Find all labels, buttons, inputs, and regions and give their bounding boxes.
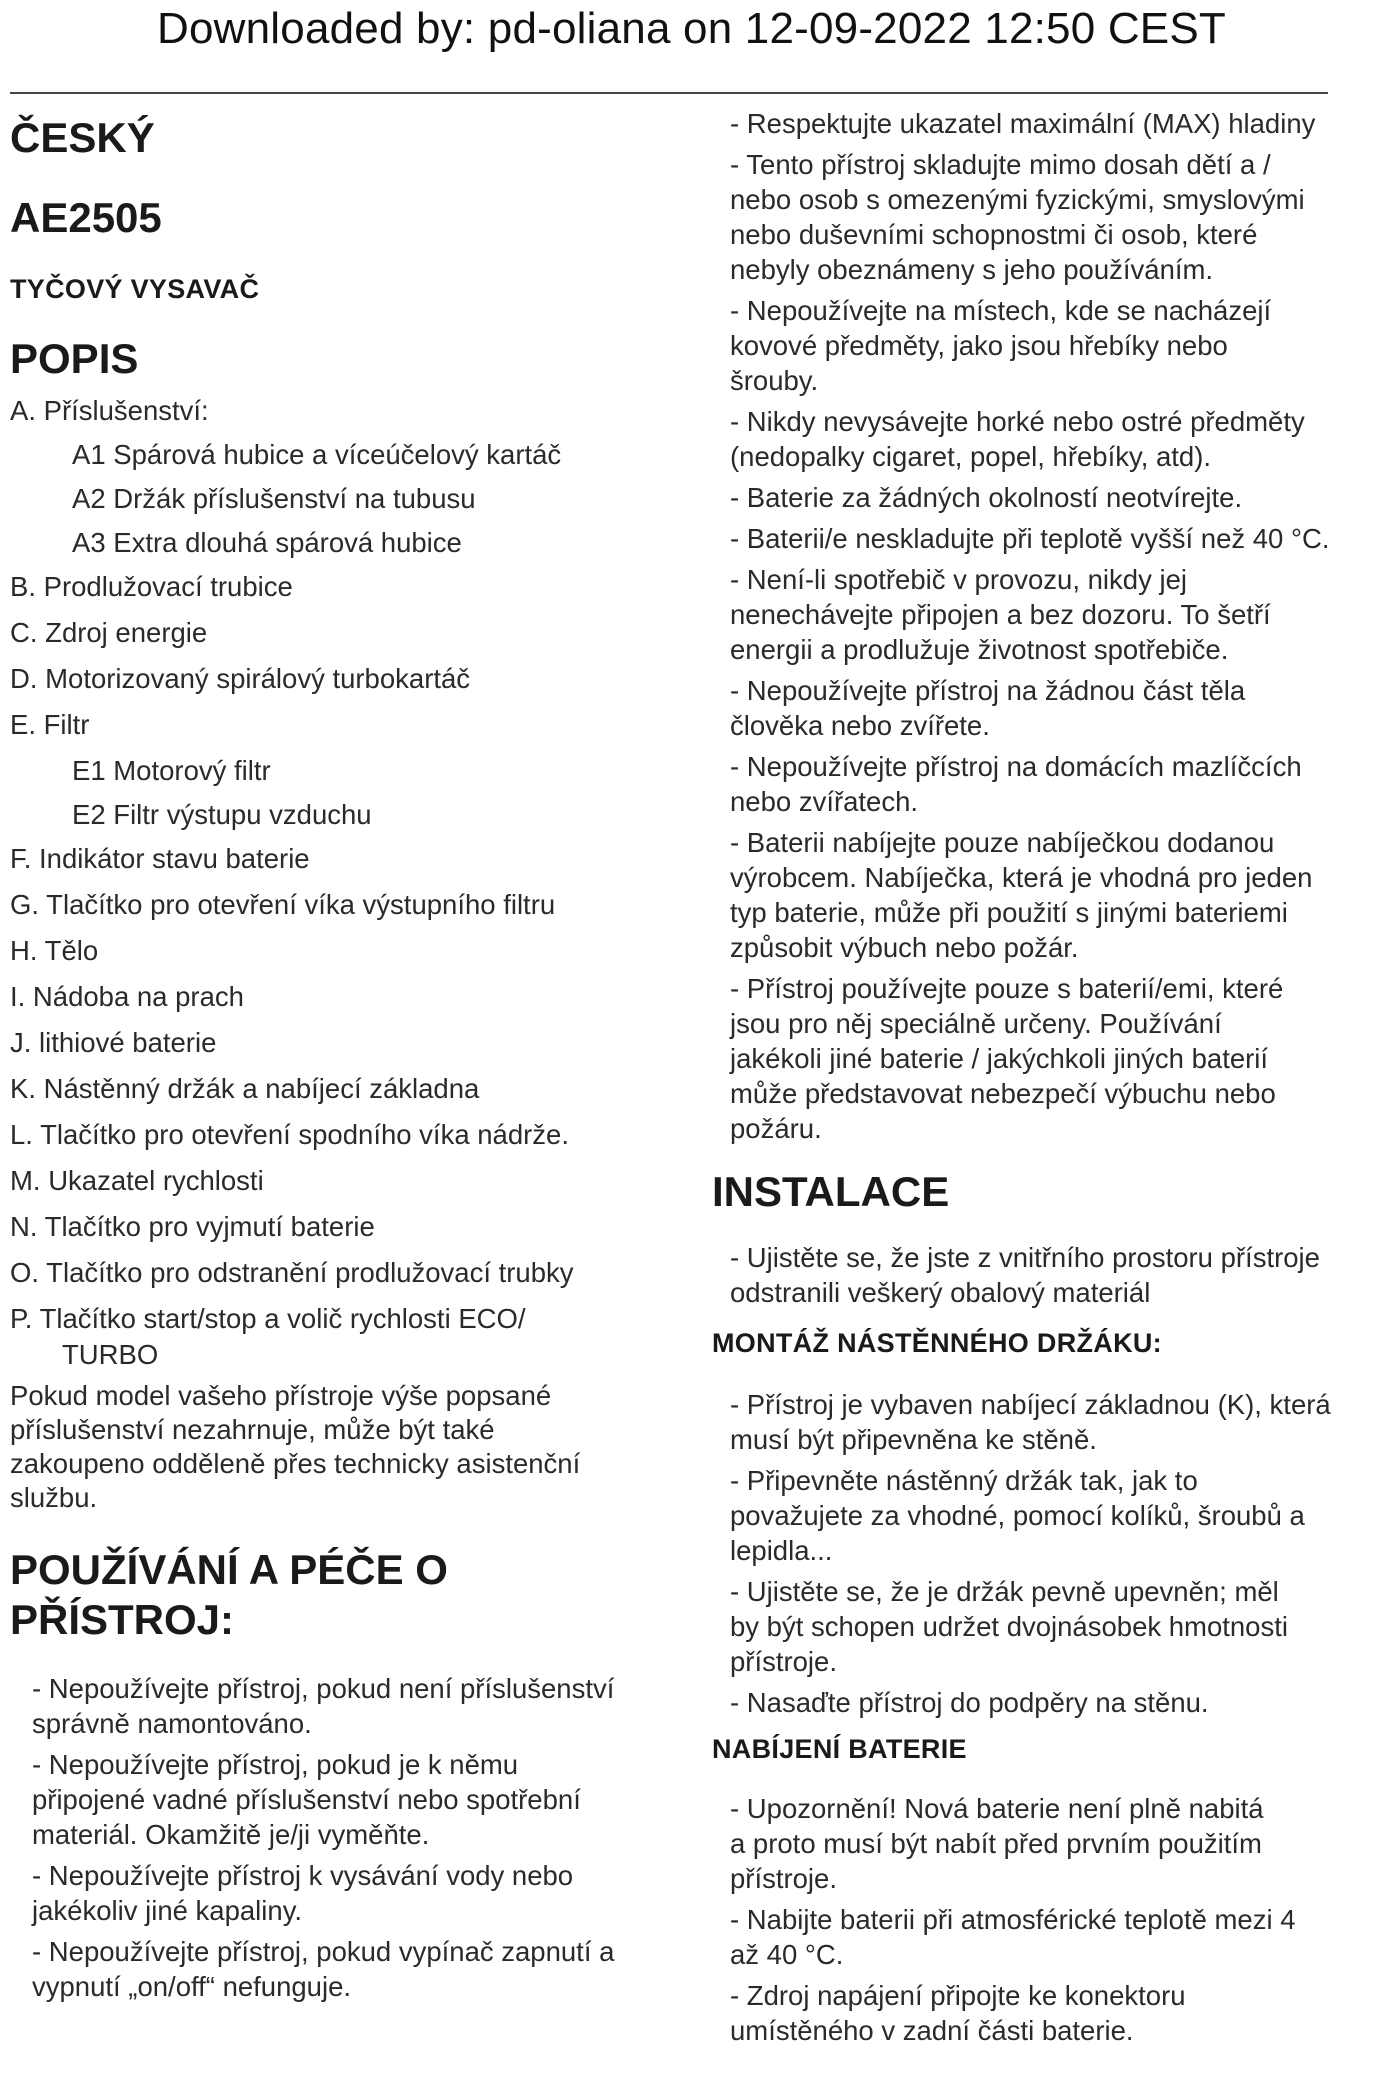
part-item: K. Nástěnný držák a nabíjecí základna: [10, 1073, 480, 1104]
part-item: A1 Spárová hubice a víceúčelový kartáč: [72, 439, 562, 470]
safety-item: - Baterie za žádných okolností neotvírejte.: [730, 482, 1243, 513]
wall-mount-item: - Nasaďte přístroj do podpěry na stěnu.: [730, 1687, 1209, 1718]
part-item: N. Tlačítko pro vyjmutí baterie: [10, 1211, 375, 1242]
part-item: C. Zdroj energie: [10, 617, 208, 648]
part-item: B. Prodlužovací trubice: [10, 571, 293, 602]
popis-heading: POPIS: [10, 335, 139, 382]
use-care-list: [10, 1671, 690, 2004]
part-item: M. Ukazatel rychlosti: [10, 1165, 264, 1196]
accessory-note: [10, 1379, 690, 1515]
wall-mount-list: [712, 1387, 1378, 1720]
product-name: TYČOVÝ VYSAVAČ: [10, 274, 260, 304]
safety-item: - Nepoužívejte přístroj na domácích mazlíčcích nebo zvířatech.: [730, 751, 1302, 817]
battery-charging-item: - Upozornění! Nová baterie není plně nabitá a proto musí být nabít před prvním použitím přístroje.: [730, 1793, 1264, 1894]
part-item: A. Příslušenství:: [10, 395, 209, 426]
battery-charging-heading: NABÍJENÍ BATERIE: [712, 1734, 967, 1764]
safety-list: [712, 106, 1378, 1146]
note-line: zakoupeno odděleně přes technicky asistenční: [10, 1448, 581, 1479]
use-care-item: - Nepoužívejte přístroj, pokud není příslušenství správně namontováno.: [32, 1673, 615, 1739]
use-care-heading: [10, 1545, 690, 1645]
part-item: A2 Držák příslušenství na tubusu: [72, 483, 476, 514]
left-column: [10, 106, 690, 2010]
part-item: H. Tělo: [10, 935, 99, 966]
part-item: J. lithiové baterie: [10, 1027, 217, 1058]
part-item: G. Tlačítko pro otevření víka výstupního filtru: [10, 889, 556, 920]
model-heading: AE2505: [10, 194, 162, 241]
use-care-item: - Nepoužívejte přístroj, pokud vypínač zapnutí a vypnutí „on/off“ nefunguje.: [32, 1936, 615, 2002]
note-line: příslušenství nezahrnuje, může být také: [10, 1414, 495, 1445]
part-item: I. Nádoba na prach: [10, 981, 244, 1012]
note-line: Pokud model vašeho přístroje výše popsané: [10, 1380, 552, 1411]
part-item: E1 Motorový filtr: [72, 755, 271, 786]
part-item-continuation: TURBO: [62, 1339, 159, 1370]
installation-heading: INSTALACE: [712, 1168, 950, 1215]
wall-mount-heading: MONTÁŽ NÁSTĚNNÉHO DRŽÁKU:: [712, 1328, 1162, 1358]
safety-item: - Není-li spotřebič v provozu, nikdy jej nenechávejte připojen a bez dozoru. To šetří energii a prodlužuje životnost spotřebiče.: [730, 564, 1271, 665]
use-care-title-line: POUŽÍVÁNÍ A PÉČE O: [10, 1546, 448, 1593]
safety-item: - Respektujte ukazatel maximální (MAX) hladiny: [730, 108, 1316, 139]
safety-item: - Nepoužívejte přístroj na žádnou část těla člověka nebo zvířete.: [730, 675, 1246, 741]
part-item: O. Tlačítko pro odstranění prodlužovací trubky: [10, 1257, 574, 1288]
part-item: D. Motorizovaný spirálový turbokartáč: [10, 663, 471, 694]
safety-item: - Nikdy nevysávejte horké nebo ostré předměty (nedopalky cigaret, popel, hřebíky, atd).: [730, 406, 1305, 472]
safety-item: - Baterii nabíjejte pouze nabíječkou dodanou výrobcem. Nabíječka, která je vhodná pro jeden typ baterie, může při použití s jinými bateriemi způsobit výbuch nebo požár.: [730, 827, 1313, 963]
use-care-item: - Nepoužívejte přístroj, pokud je k němu připojené vadné příslušenství nebo spotřební materiál. Okamžitě je/ji vyměňte.: [32, 1749, 581, 1850]
part-item: L. Tlačítko pro otevření spodního víka nádrže.: [10, 1119, 569, 1150]
safety-item: - Tento přístroj skladujte mimo dosah dětí a / nebo osob s omezenými fyzickými, smyslovými nebo duševními schopnostmi či osob, které nebyly obeznámeny s jeho používáním.: [730, 149, 1305, 285]
parts-list: [10, 393, 690, 1373]
part-item: E2 Filtr výstupu vzduchu: [72, 799, 372, 830]
part-item: A3 Extra dlouhá spárová hubice: [72, 527, 462, 558]
battery-charging-item: - Zdroj napájení připojte ke konektoru umístěného v zadní části baterie.: [730, 1980, 1186, 2046]
safety-item: - Nepoužívejte na místech, kde se nacházejí kovové předměty, jako jsou hřebíky nebo šrouby.: [730, 295, 1272, 396]
right-column: [712, 106, 1378, 2054]
safety-item: - Přístroj používejte pouze s baterií/emi, které jsou pro něj speciálně určeny. Používání jakékoli jiné baterie / jakýchkoli jiných baterií může představovat nebezpečí výbuchu nebo požáru.: [730, 973, 1284, 1144]
note-line: službu.: [10, 1482, 98, 1513]
use-care-title-line: PŘÍSTROJ:: [10, 1596, 235, 1643]
part-item: F. Indikátor stavu baterie: [10, 843, 310, 874]
installation-list: [712, 1240, 1378, 1310]
part-item: E. Filtr: [10, 709, 90, 740]
battery-charging-item: - Nabijte baterii při atmosférické teplotě mezi 4 až 40 °C.: [730, 1904, 1296, 1970]
header-divider: [10, 92, 1328, 94]
wall-mount-item: - Přístroj je vybaven nabíjecí základnou (K), která musí být připevněna ke stěně.: [730, 1389, 1331, 1455]
wall-mount-item: - Připevněte nástěnný držák tak, jak to považujete za vhodné, pomocí kolíků, šroubů a lepidla...: [730, 1465, 1305, 1566]
wall-mount-item: - Ujistěte se, že je držák pevně upevněn; měl by být schopen udržet dvojnásobek hmotnosti přístroje.: [730, 1576, 1288, 1677]
language-heading: ČESKÝ: [10, 114, 155, 161]
download-watermark: Downloaded by: pd-oliana on 12-09-2022 12:50 CEST: [157, 4, 1226, 53]
part-item: P. Tlačítko start/stop a volič rychlosti ECO/: [10, 1303, 526, 1334]
use-care-item: - Nepoužívejte přístroj k vysávání vody nebo jakékoliv jiné kapaliny.: [32, 1860, 574, 1926]
safety-item: - Baterii/e neskladujte při teplotě vyšší než 40 °C.: [730, 523, 1330, 554]
installation-item: - Ujistěte se, že jste z vnitřního prostoru přístroje odstranili veškerý obalový materiál: [730, 1242, 1320, 1308]
battery-charging-list: [712, 1791, 1378, 2048]
